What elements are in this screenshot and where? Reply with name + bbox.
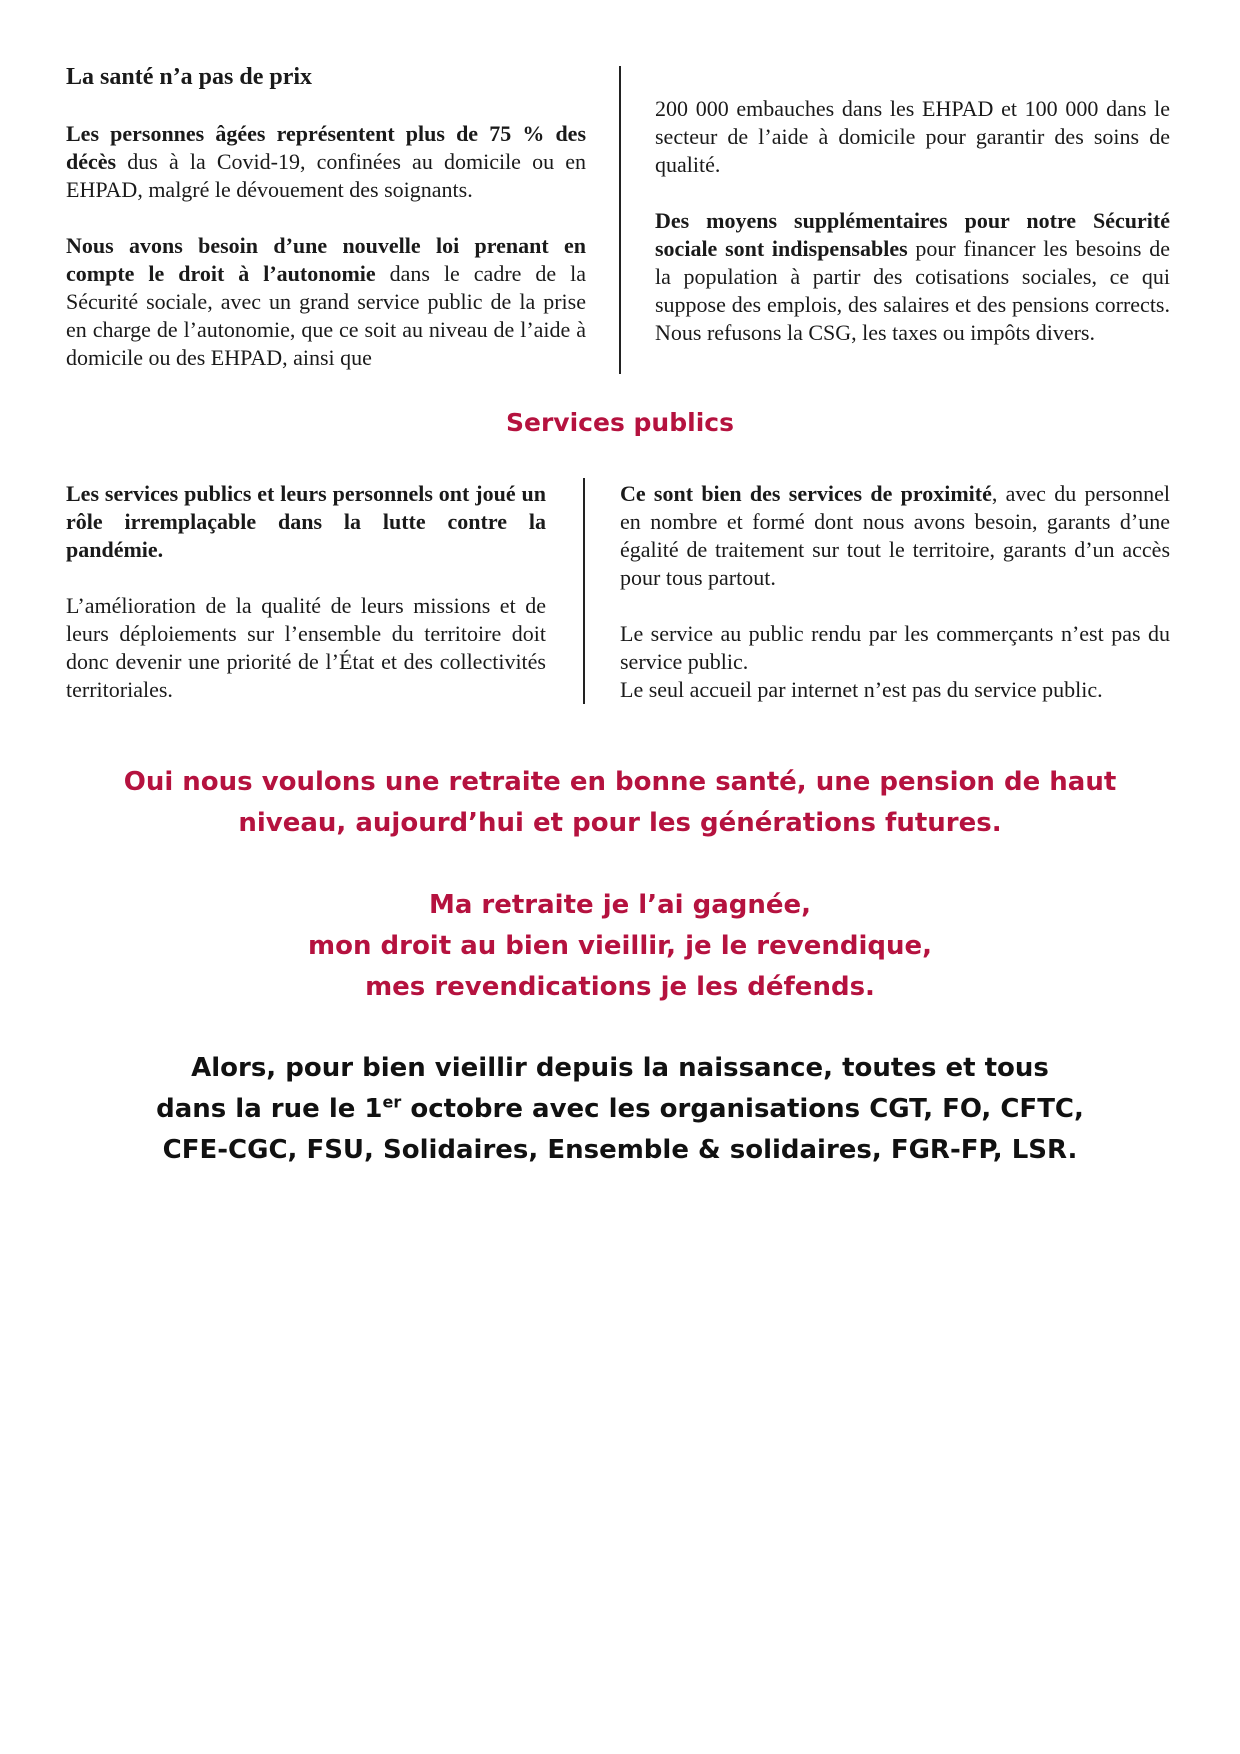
call-line-1: Alors, pour bien vieillir depuis la naissance, toutes et tous	[191, 1053, 1049, 1083]
sante-left-column	[66, 62, 586, 372]
sante-p4-bold: Des moyens supplémentaires pour notre Sécurité sociale sont indispensables	[655, 208, 1170, 261]
services-left-column	[66, 480, 546, 704]
services-title: Services publics	[506, 408, 734, 437]
services-right-column	[620, 480, 1170, 704]
services-p1-bold: Les services publics et leurs personnels ont joué un rôle irremplaçable dans la lutte contre la pandémie.	[66, 481, 546, 562]
services-p3-bold: Ce sont bien des services de proximité	[620, 481, 992, 506]
sante-p1-bold: Les personnes âgées représentent plus de 75 % des décès	[66, 121, 586, 174]
call-to-action	[60, 1048, 1180, 1171]
services-paragraph-2: L’amélioration de la qualité de leurs missions et de leurs déploiements sur l’ensemble du territoire doit donc devenir une priorité de l’État et des collectivités territoriales.	[66, 593, 546, 702]
sante-paragraph-2	[66, 232, 586, 372]
slogan-gagnee-line-2: mon droit au bien vieillir, je le revendique,	[308, 931, 932, 961]
sante-p2-text: dans le cadre de la Sécurité sociale, avec un grand service public de la prise en charge de l’autonomie, que ce soit au niveau de l’aide à domicile ou des EHPAD, ainsi que	[66, 261, 586, 370]
column-divider-1	[619, 66, 621, 374]
call-line-2-end: octobre avec les organisations CGT, FO, CFTC,	[401, 1094, 1084, 1124]
sante-heading: La santé n’a pas de prix	[66, 64, 313, 90]
services-p3-text: , avec du personnel en nombre et formé dont nous avons besoin, garants d’une égalité de traitement sur tout le territoire, garants d’un accès pour tous partout.	[620, 481, 1170, 590]
slogan-gagnee-line-1: Ma retraite je l’ai gagnée,	[428, 890, 812, 920]
slogan-retraite-line-2: niveau, aujourd’hui et pour les générations futures.	[238, 808, 1002, 838]
slogan-retraite	[60, 762, 1180, 844]
call-line-2	[60, 1089, 1180, 1130]
services-paragraph-3	[620, 480, 1170, 592]
call-line-3: CFE-CGC, FSU, Solidaires, Ensemble & solidaires, FGR-FP, LSR.	[162, 1135, 1078, 1165]
slogan-gagnee	[60, 885, 1180, 1008]
column-divider-2	[583, 478, 585, 704]
slogan-gagnee-line-3: mes revendications je les défends.	[365, 972, 875, 1002]
slogan-retraite-line-1: Oui nous voulons une retraite en bonne santé, une pension de haut	[123, 767, 1117, 797]
services-paragraph-5: Le seul accueil par internet n’est pas du service public.	[620, 677, 1103, 702]
sante-paragraph-1	[66, 120, 586, 204]
sante-right-column	[655, 95, 1170, 347]
call-line-2-start: dans la rue le 1	[156, 1094, 383, 1124]
sante-p2-bold: Nous avons besoin d’une nouvelle loi prenant en compte le droit à l’autonomie	[66, 233, 586, 286]
sante-p4-text: pour financer les besoins de la population à partir des cotisations sociales, ce qui suppose des emplois, des salaires et des pensions corrects. Nous refusons la CSG, les taxes ou impôts divers.	[655, 236, 1170, 345]
sante-paragraph-4	[655, 207, 1170, 347]
services-paragraph-4: Le service au public rendu par les commerçants n’est pas du service public.	[620, 621, 1170, 674]
call-line-2-superscript: er	[382, 1092, 402, 1112]
sante-p1-text: dus à la Covid-19, confinées au domicile ou en EHPAD, malgré le dévouement des soignants.	[66, 149, 586, 202]
services-paragraph-1	[66, 480, 546, 564]
sante-paragraph-3: 200 000 embauches dans les EHPAD et 100 000 dans le secteur de l’aide à domicile pour garantir des soins de qualité.	[655, 96, 1170, 177]
